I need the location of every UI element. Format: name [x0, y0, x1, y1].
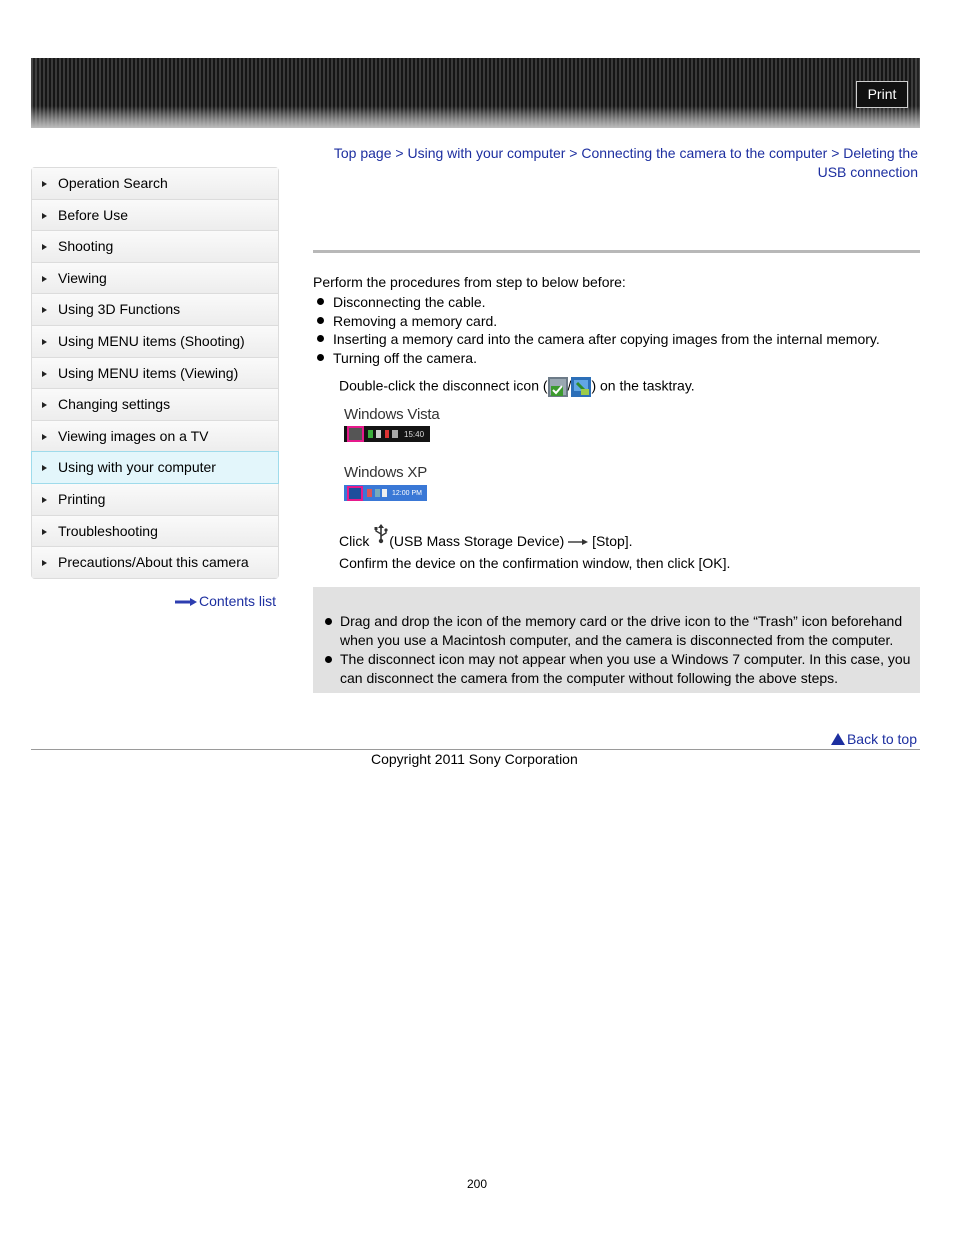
highlighted-disconnect-icon [347, 426, 364, 442]
breadcrumb-using-with-computer[interactable]: Using with your computer [407, 145, 566, 161]
list-item: Turning off the camera. [313, 349, 913, 368]
sidebar-item-changing-settings[interactable] [32, 389, 278, 421]
sidebar-item-label: Before Use [58, 206, 129, 223]
back-to-top-label: Back to top [846, 731, 917, 747]
intro-text: Perform the procedures from step to below before: [313, 274, 626, 290]
arrow-right-icon [42, 339, 47, 345]
step-3: Confirm the device on the confirmation window, then click [OK]. [339, 555, 731, 571]
step-2-text-after: [Stop]. [592, 533, 633, 549]
safely-remove-vista-icon [548, 377, 568, 397]
print-button[interactable]: Print [856, 81, 908, 108]
note-box [313, 587, 920, 693]
sidebar-item-menu-viewing[interactable] [32, 358, 278, 390]
page-number: 200 [466, 1177, 488, 1191]
arrow-right-icon [42, 244, 47, 250]
tray-icons [367, 489, 387, 497]
sidebar-item-shooting[interactable] [32, 231, 278, 263]
arrow-right-icon [42, 529, 47, 535]
list-item: Disconnecting the cable. [313, 293, 913, 312]
sidebar-item-troubleshooting[interactable] [32, 516, 278, 548]
step-1-text-before: Double-click the disconnect icon ( [339, 377, 548, 394]
xp-tasktray-image [344, 485, 427, 501]
arrow-right-icon [42, 560, 47, 566]
sidebar-item-label: Using 3D Functions [58, 301, 181, 318]
sidebar-item-label: Viewing [58, 269, 107, 286]
breadcrumb-top-page[interactable]: Top page [333, 145, 392, 161]
sidebar-item-label: Troubleshooting [58, 522, 158, 539]
sidebar-item-before-use[interactable] [32, 200, 278, 232]
sidebar-item-printing[interactable] [32, 484, 278, 516]
arrow-right-icon [175, 598, 197, 606]
arrow-right-icon [42, 371, 47, 377]
windows-xp-label: Windows XP [344, 464, 428, 481]
sidebar-item-operation-search[interactable] [32, 168, 278, 200]
contents-list-link[interactable] [175, 593, 276, 609]
highlighted-disconnect-icon [347, 486, 363, 501]
sidebar-item-label: Using MENU items (Shooting) [58, 332, 245, 349]
breadcrumb-separator: > [565, 145, 582, 161]
breadcrumb-separator: > [391, 145, 408, 161]
step-1 [339, 377, 695, 397]
step-1-text-after: ) on the tasktray. [591, 377, 695, 394]
step-1-slash: / [567, 377, 572, 394]
safely-remove-xp-icon [571, 377, 591, 397]
copyright-text: Copyright 2011 Sony Corporation [371, 751, 578, 767]
sidebar-item-label: Using with your computer [58, 459, 216, 476]
arrow-right-icon [42, 434, 47, 440]
step-2 [339, 524, 633, 549]
breadcrumb-connecting-camera[interactable]: Connecting the camera to the computer [581, 145, 828, 161]
usb-icon [373, 524, 389, 544]
breadcrumb [313, 144, 918, 182]
sidebar-item-label: Using MENU items (Viewing) [58, 364, 239, 381]
breadcrumb-deleting-usb[interactable]: Deleting the USB connection [817, 145, 918, 180]
footer-divider [31, 749, 920, 750]
step-2-text-before: Click [339, 533, 374, 549]
sidebar-item-using-computer[interactable] [31, 451, 279, 484]
list-item: Inserting a memory card into the camera after copying images from the internal memory. [313, 330, 913, 349]
sidebar-item-label: Precautions/About this camera [58, 554, 249, 571]
arrow-right-icon [42, 497, 47, 503]
sidebar-item-label: Viewing images on a TV [58, 427, 209, 444]
sidebar-item-label: Printing [58, 490, 106, 507]
triangle-up-icon [831, 733, 845, 745]
step-2-text-mid: (USB Mass Storage Device) [389, 533, 569, 549]
sidebar-item-precautions[interactable] [32, 547, 278, 578]
sidebar-item-viewing[interactable] [32, 263, 278, 295]
sidebar-item-label: Shooting [58, 238, 114, 255]
tray-clock: 15:40 [404, 429, 425, 439]
arrow-right-icon [42, 465, 47, 471]
breadcrumb-separator: > [827, 145, 844, 161]
list-item: Drag and drop the icon of the memory card or the drive icon to the “Trash” icon beforehand when you use a Macintosh computer, and the camera is disconnected from the computer. [323, 612, 918, 650]
arrow-right-icon [42, 402, 47, 408]
contents-list-label: Contents list [199, 593, 277, 609]
arrow-right-icon [42, 181, 47, 187]
tray-clock: 12:00 PM [392, 489, 422, 497]
list-item: Removing a memory card. [313, 312, 913, 331]
arrow-right-icon [42, 213, 47, 219]
sidebar-item-label: Changing settings [58, 396, 171, 413]
sidebar-item-label: Operation Search [58, 175, 168, 191]
title-divider [313, 250, 920, 253]
arrow-right-icon [42, 307, 47, 313]
windows-vista-label: Windows Vista [344, 406, 440, 423]
sidebar-item-menu-shooting[interactable] [32, 326, 278, 358]
note-list [323, 612, 918, 688]
precondition-list [313, 293, 913, 367]
sidebar-item-viewing-tv[interactable] [32, 421, 278, 453]
tray-icons [368, 430, 398, 438]
vista-tasktray-image [344, 426, 430, 442]
list-item: The disconnect icon may not appear when you use a Windows 7 computer. In this case, you can disconnect the camera from the computer without following the above steps. [323, 650, 918, 688]
arrow-right-icon [42, 276, 47, 282]
sidebar-item-3d-functions[interactable] [32, 294, 278, 326]
back-to-top-link[interactable] [831, 731, 917, 747]
arrow-right-icon [568, 538, 588, 546]
sidebar-nav [31, 167, 279, 579]
header-banner [31, 58, 920, 128]
